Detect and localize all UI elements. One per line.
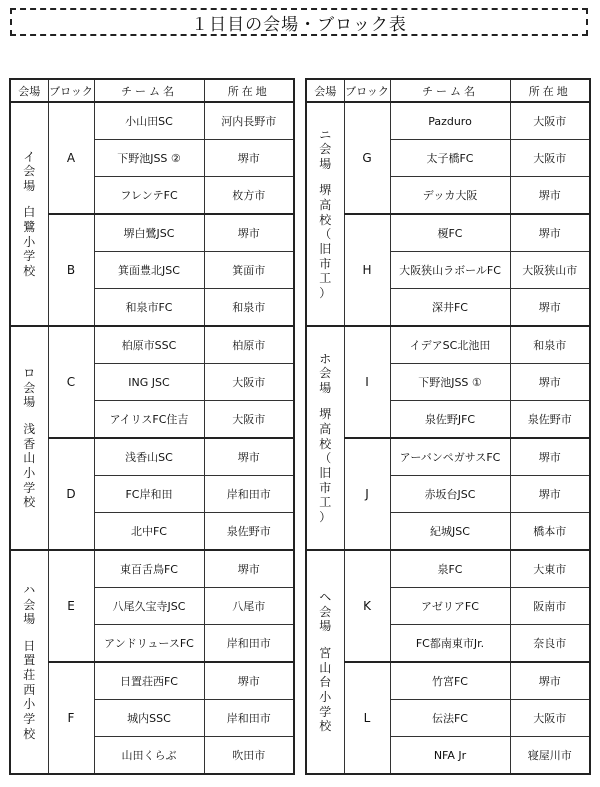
table-row [306, 214, 590, 252]
block-cell: C [48, 326, 94, 438]
team-name-cell: 深井FC [390, 289, 510, 327]
team-location-cell: 阪南市 [510, 588, 590, 625]
team-location-cell: 箕面市 [204, 252, 294, 289]
venue-cell: ロ 会 場 浅 香 山 小 学 校 [10, 326, 48, 550]
header-venue: 会場 [10, 79, 48, 102]
header-block: ブロック [48, 79, 94, 102]
team-location-cell: 柏原市 [204, 326, 294, 364]
team-location-cell: 堺市 [204, 550, 294, 588]
table-row [306, 326, 590, 364]
team-location-cell: 堺市 [510, 289, 590, 327]
team-location-cell: 堺市 [204, 214, 294, 252]
block-cell: E [48, 550, 94, 662]
block-cell: G [344, 102, 390, 214]
team-name-cell: 浅香山SC [94, 438, 204, 476]
team-name-cell: 箕面豊北JSC [94, 252, 204, 289]
team-name-cell: アイリスFC住吉 [94, 401, 204, 439]
team-name-cell: 小山田SC [94, 102, 204, 140]
team-name-cell: アーバンペガサスFC [390, 438, 510, 476]
team-name-cell: デッカ大阪 [390, 177, 510, 215]
venue-cell: イ 会 場 白 鷺 小 学 校 [10, 102, 48, 326]
team-location-cell: 枚方市 [204, 177, 294, 215]
team-location-cell: 堺市 [510, 662, 590, 700]
table-row [306, 550, 590, 588]
team-name-cell: 八尾久宝寺JSC [94, 588, 204, 625]
table-row [10, 550, 294, 588]
team-name-cell: 泉FC [390, 550, 510, 588]
table-row [10, 326, 294, 364]
team-name-cell: FC岸和田 [94, 476, 204, 513]
venue-cell: ハ 会 場 日 置 荘 西 小 学 校 [10, 550, 48, 774]
team-location-cell: 大阪市 [510, 700, 590, 737]
team-location-cell: 奈良市 [510, 625, 590, 663]
team-name-cell: 城内SSC [94, 700, 204, 737]
team-name-cell: ING JSC [94, 364, 204, 401]
page-title [10, 8, 588, 36]
block-cell: I [344, 326, 390, 438]
page-title-text: １日目の会場・ブロック表 [191, 14, 407, 35]
team-location-cell: 堺市 [510, 476, 590, 513]
block-cell: D [48, 438, 94, 550]
team-location-cell: 吹田市 [204, 737, 294, 775]
team-location-cell: 堺市 [510, 438, 590, 476]
block-cell: A [48, 102, 94, 214]
team-name-cell: NFA Jr [390, 737, 510, 775]
team-name-cell: 大阪狭山ラボールFC [390, 252, 510, 289]
team-name-cell: 下野池JSS ② [94, 140, 204, 177]
header-venue: 会場 [306, 79, 344, 102]
team-name-cell: 堺白鷺JSC [94, 214, 204, 252]
venue-cell: ニ 会 場 堺 高 校 （ 旧 市 工 ） [306, 102, 344, 326]
team-name-cell: 北中FC [94, 513, 204, 551]
team-location-cell: 八尾市 [204, 588, 294, 625]
team-location-cell: 和泉市 [204, 289, 294, 327]
team-location-cell: 岸和田市 [204, 476, 294, 513]
team-name-cell: 東百舌鳥FC [94, 550, 204, 588]
team-location-cell: 大阪市 [510, 140, 590, 177]
team-name-cell: Pazduro [390, 102, 510, 140]
team-name-cell: 山田くらぶ [94, 737, 204, 775]
schedule-body-left [10, 102, 294, 774]
team-location-cell: 泉佐野市 [510, 401, 590, 439]
team-name-cell: イデアSC北池田 [390, 326, 510, 364]
team-name-cell: 伝法FC [390, 700, 510, 737]
block-cell: J [344, 438, 390, 550]
table-row [306, 102, 590, 140]
team-name-cell: アゼリアFC [390, 588, 510, 625]
team-location-cell: 大東市 [510, 550, 590, 588]
team-name-cell: 日置荘西FC [94, 662, 204, 700]
team-location-cell: 大阪狭山市 [510, 252, 590, 289]
team-location-cell: 堺市 [510, 214, 590, 252]
team-name-cell: フレンテFC [94, 177, 204, 215]
team-name-cell: FC都南東市Jr. [390, 625, 510, 663]
header-team: チーム名 [390, 79, 510, 102]
table-row [10, 102, 294, 140]
header-team: チーム名 [94, 79, 204, 102]
schedule-body-right [306, 102, 590, 774]
team-location-cell: 堺市 [510, 177, 590, 215]
team-name-cell: 和泉市FC [94, 289, 204, 327]
schedule-table-right [305, 78, 591, 775]
team-location-cell: 堺市 [204, 438, 294, 476]
team-name-cell: 赤坂台JSC [390, 476, 510, 513]
team-location-cell: 橋本市 [510, 513, 590, 551]
team-location-cell: 泉佐野市 [204, 513, 294, 551]
team-name-cell: 竹宮FC [390, 662, 510, 700]
team-location-cell: 堺市 [510, 364, 590, 401]
team-name-cell: アンドリュースFC [94, 625, 204, 663]
block-cell: B [48, 214, 94, 326]
header-block: ブロック [344, 79, 390, 102]
team-location-cell: 岸和田市 [204, 625, 294, 663]
team-location-cell: 大阪市 [204, 364, 294, 401]
team-location-cell: 和泉市 [510, 326, 590, 364]
team-name-cell: 紀城JSC [390, 513, 510, 551]
team-location-cell: 堺市 [204, 140, 294, 177]
table-row [306, 662, 590, 700]
team-location-cell: 岸和田市 [204, 700, 294, 737]
header-location: 所在地 [510, 79, 590, 102]
table-row [10, 214, 294, 252]
team-name-cell: 泉佐野JFC [390, 401, 510, 439]
team-location-cell: 河内長野市 [204, 102, 294, 140]
venue-cell: ヘ 会 場 宮 山 台 小 学 校 [306, 550, 344, 774]
header-location: 所在地 [204, 79, 294, 102]
block-cell: F [48, 662, 94, 774]
schedule-table-left [9, 78, 295, 775]
team-name-cell: 下野池JSS ① [390, 364, 510, 401]
team-name-cell: 柏原市SSC [94, 326, 204, 364]
team-location-cell: 寝屋川市 [510, 737, 590, 775]
team-name-cell: 太子橋FC [390, 140, 510, 177]
team-location-cell: 堺市 [204, 662, 294, 700]
table-row [10, 662, 294, 700]
block-cell: H [344, 214, 390, 326]
table-row [10, 438, 294, 476]
block-cell: L [344, 662, 390, 774]
block-cell: K [344, 550, 390, 662]
team-location-cell: 大阪市 [510, 102, 590, 140]
table-row [306, 438, 590, 476]
venue-cell: ホ 会 場 堺 高 校 （ 旧 市 工 ） [306, 326, 344, 550]
team-location-cell: 大阪市 [204, 401, 294, 439]
team-name-cell: 榎FC [390, 214, 510, 252]
